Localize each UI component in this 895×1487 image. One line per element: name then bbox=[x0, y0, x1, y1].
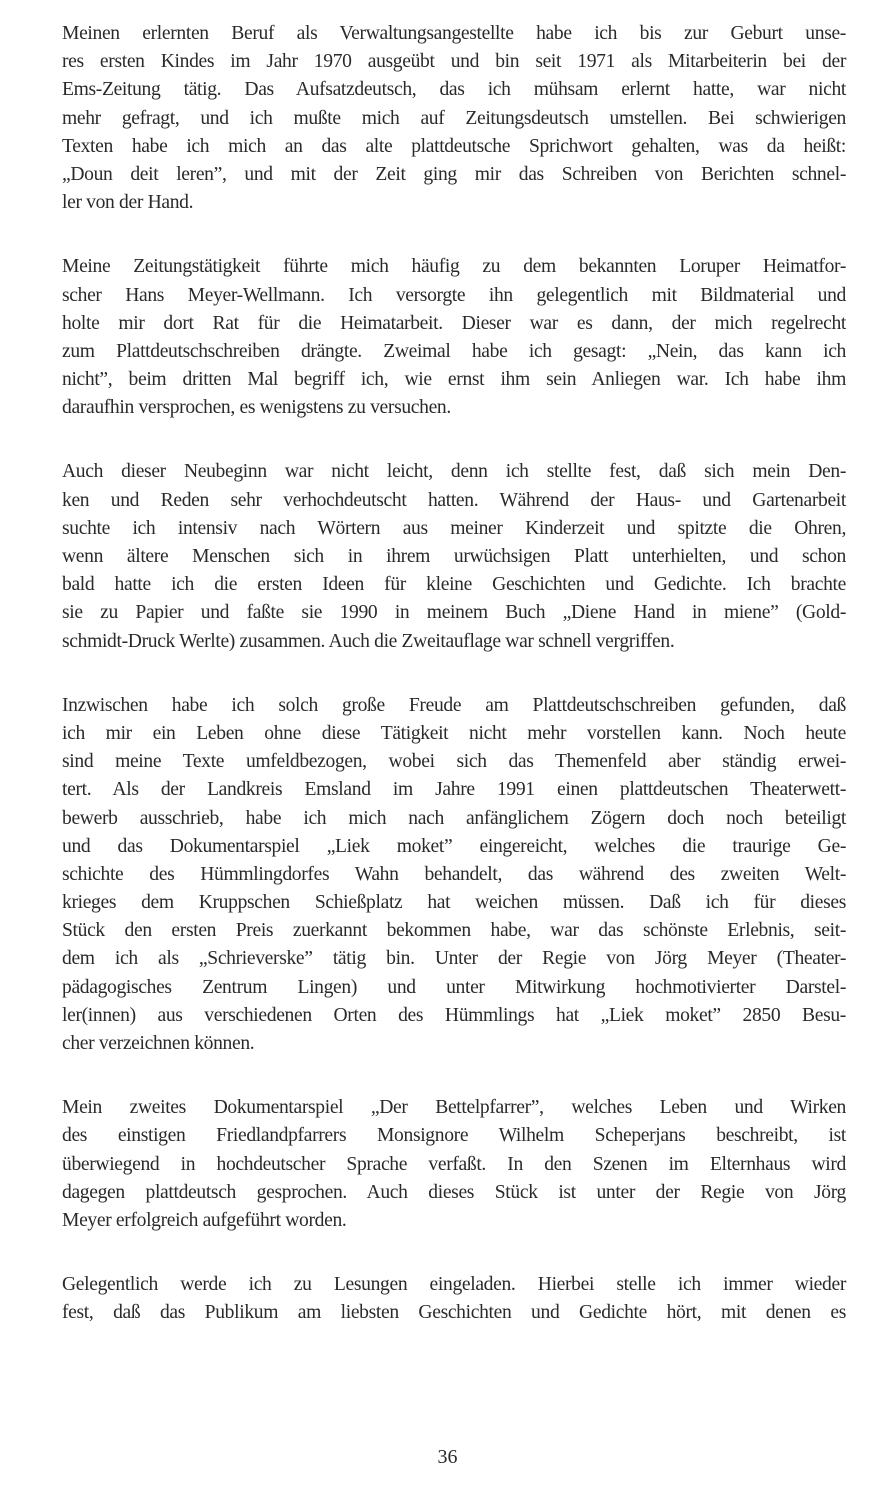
paragraph-new-beginning bbox=[62, 458, 846, 655]
text-line: sind meine Texte umfeldbezogen, wobei sich das Themenfeld aber ständig erwei- bbox=[62, 751, 846, 773]
text-line: dagegen plattdeutsch gesprochen. Auch dieses Stück ist unter der Regie von Jörg bbox=[62, 1181, 846, 1203]
page-number: 36 bbox=[437, 1446, 458, 1468]
text-line: des einstigen Friedlandpfarrers Monsignore Wilhelm Scheperjans beschreibt, ist bbox=[62, 1125, 846, 1147]
text-line: cher verzeichnen können. bbox=[62, 1033, 255, 1054]
text-line: Ems-Zeitung tätig. Das Aufsatzdeutsch, das ich mühsam erlernt hatte, war nicht bbox=[62, 79, 846, 101]
text-line: Meyer erfolgreich aufgeführt worden. bbox=[62, 1209, 347, 1231]
paragraph-readings bbox=[62, 1271, 846, 1327]
text-line: schichte des Hümmlingdorfes Wahn behandelt, das während des zweiten Welt- bbox=[62, 863, 846, 885]
text-line: mehr gefragt, und ich mußte mich auf Zeitungsdeutsch umstellen. Bei schwierigen bbox=[62, 107, 846, 129]
text-line: fest, daß das Publikum am liebsten Geschichten und Gedichte hört, mit denen es bbox=[62, 1302, 846, 1324]
text-line: res ersten Kindes im Jahr 1970 ausgeübt und bin seit 1971 als Mitarbeiterin bei der bbox=[62, 51, 846, 73]
text-line: ler von der Hand. bbox=[62, 192, 194, 214]
text-line: Meinen erlernten Beruf als Verwaltungsangestellte habe ich bis zur Geburt unse- bbox=[62, 23, 846, 44]
paragraph-career bbox=[62, 20, 846, 217]
text-line: ich mir ein Leben ohne diese Tätigkeit nicht mehr vorstellen kann. Noch heute bbox=[62, 722, 846, 744]
text-line: zum Plattdeutschschreiben drängte. Zweimal habe ich gesagt: „Nein, das kann ich bbox=[62, 340, 846, 362]
document-page bbox=[62, 20, 846, 1364]
text-line: Gelegentlich werde ich zu Lesungen eingeladen. Hierbei stelle ich immer wieder bbox=[62, 1274, 846, 1296]
text-line: pädagogisches Zentrum Lingen) und unter Mitwirkung hochmotivierter Darstel- bbox=[62, 976, 846, 998]
text-line: überwiegend in hochdeutscher Sprache verfaßt. In den Szenen im Elternhaus wird bbox=[62, 1153, 846, 1175]
paragraph-bettelpfarrer bbox=[62, 1094, 846, 1235]
text-line: dem ich als „Schrieverske” tätig bin. Unter der Regie von Jörg Meyer (Theater- bbox=[62, 948, 846, 970]
text-line: ken und Reden sehr verhochdeutscht hatten. Während der Haus- und Gartenarbeit bbox=[62, 489, 846, 511]
text-line: und das Dokumentarspiel „Liek moket” eingereicht, welches die traurige Ge- bbox=[62, 835, 846, 857]
text-line: ler(innen) aus verschiedenen Orten des Hümmlings hat „Liek moket” 2850 Besu- bbox=[62, 1004, 846, 1026]
paragraph-meyer-wellmann bbox=[62, 253, 846, 422]
text-line: bewerb ausschrieb, habe ich mich nach anfänglichem Zögern doch noch beteiligt bbox=[62, 807, 846, 829]
text-line: schmidt-Druck Werlte) zusammen. Auch die Zweitauflage war schnell vergriffen. bbox=[62, 630, 675, 652]
text-line: Meine Zeitungstätigkeit führte mich häufig zu dem bekannten Loruper Heimatfor- bbox=[62, 256, 846, 278]
text-line: wenn ältere Menschen sich in ihrem urwüchsigen Platt unterhielten, und schon bbox=[62, 546, 846, 567]
text-line: Auch dieser Neubeginn war nicht leicht, denn ich stellte fest, daß sich mein Den- bbox=[62, 461, 846, 483]
text-line: Inzwischen habe ich solch große Freude am Plattdeutschschreiben gefunden, daß bbox=[62, 694, 846, 716]
text-line: bald hatte ich die ersten Ideen für kleine Geschichten und Gedichte. Ich brachte bbox=[62, 574, 846, 596]
text-line: daraufhin versprochen, es wenigstens zu versuchen. bbox=[62, 397, 451, 419]
paragraph-liek-moket bbox=[62, 692, 846, 1058]
text-line: Stück den ersten Preis zuerkannt bekommen habe, war das schönste Erlebnis, seit- bbox=[62, 920, 846, 942]
text-line: tert. Als der Landkreis Emsland im Jahre 1991 einen plattdeutschen Theaterwett- bbox=[62, 779, 846, 801]
text-line: „Doun deit leren”, und mit der Zeit ging mir das Schreiben von Berichten schnel- bbox=[62, 163, 846, 185]
text-line: Texten habe ich mich an das alte plattdeutsche Sprichwort gehalten, was da heißt: bbox=[62, 135, 846, 157]
text-line: nicht”, beim dritten Mal begriff ich, wie ernst ihm sein Anliegen war. Ich habe ihm bbox=[62, 369, 846, 391]
text-line: krieges dem Kruppschen Schießplatz hat weichen müssen. Daß ich für dieses bbox=[62, 892, 846, 914]
text-line: holte mir dort Rat für die Heimatarbeit. Dieser war es dann, der mich regelrecht bbox=[62, 312, 846, 334]
text-line: Mein zweites Dokumentarspiel „Der Bettelpfarrer”, welches Leben und Wirken bbox=[62, 1097, 846, 1119]
text-line: suchte ich intensiv nach Wörtern aus meiner Kinderzeit und spitzte die Ohren, bbox=[62, 517, 846, 539]
text-line: sie zu Papier und faßte sie 1990 in meinem Buch „Diene Hand in miene” (Gold- bbox=[62, 602, 846, 624]
text-line: scher Hans Meyer-Wellmann. Ich versorgte ihn gelegentlich mit Bildmaterial und bbox=[62, 284, 846, 306]
